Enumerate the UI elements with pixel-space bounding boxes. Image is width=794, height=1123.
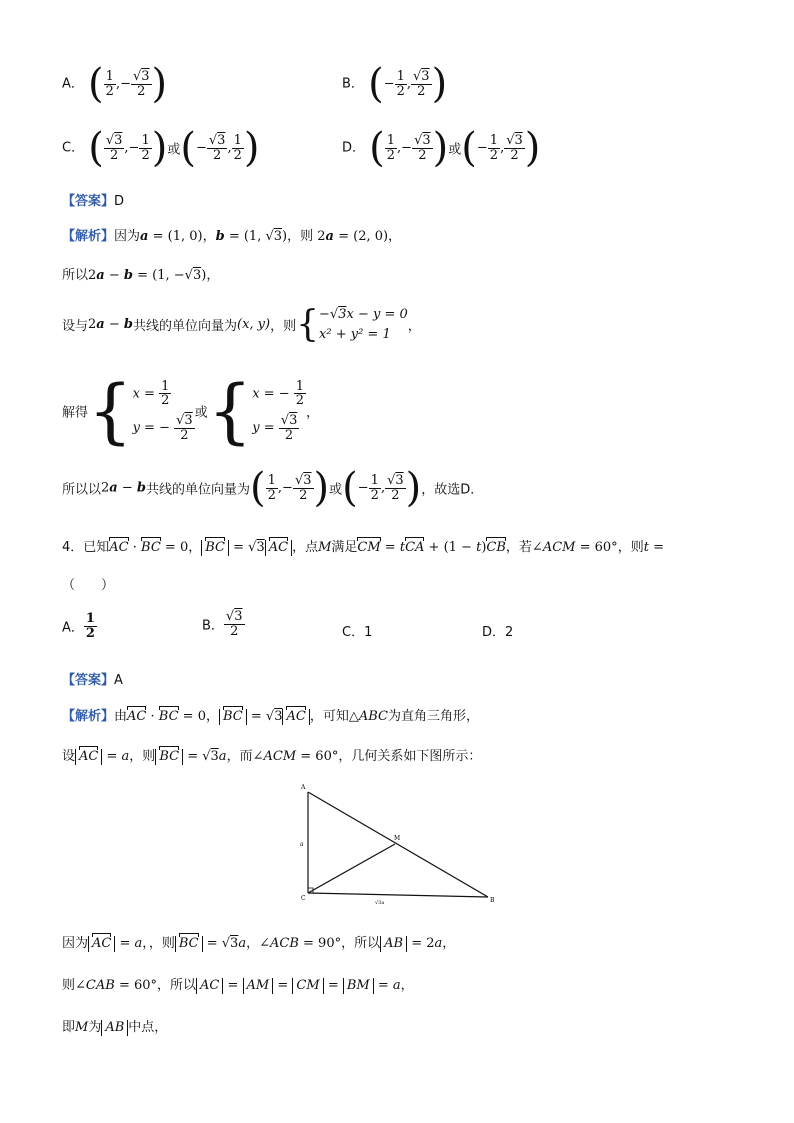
option-c: C． ( $\frac{√3}{2}$ ,− $\frac{1}{2}$ )或(− $\frac{√3}{2}$ , $\frac{1}{2}$ ) (62, 125, 260, 171)
label-c-point: C (301, 895, 306, 902)
q4-option-d: D．2 (482, 625, 514, 640)
or-text: 或 (167, 142, 181, 158)
analysis4-line-2: 设 AC = a，则 BC = √3a，而∠ACM = 60°，几何关系如下图所示： (62, 749, 482, 764)
analysis-tag: 【解析】 (62, 229, 115, 244)
segment-cm (308, 844, 395, 893)
q4-option-a: A． $\frac{1}{2}$ (62, 611, 95, 641)
analysis4-line-1: 【解析】由AC · BC = 0， BC = √3 AC ，可知△ABC为直角三角形， (62, 709, 479, 724)
analysis-tag: 【解析】 (62, 709, 115, 724)
label-side-root3a: √3a (375, 900, 385, 906)
side-cb (308, 893, 488, 897)
analysis-line-3: 设与2a − b共线的单位向量为(x, y)，则{ −√3x − y = 0 x² + y² = 1 ， (62, 304, 421, 345)
option-b: B． (− $\frac{1}{2}$ , $\frac{√3}{2}$ ) (342, 61, 448, 107)
q4-option-c: C．1 (342, 625, 373, 640)
side-ab (308, 792, 488, 897)
analysis4-line-3: 因为 AC = a，，则 BC = √3a，∠ACB = 90°，所以 AB = 2a， (62, 936, 456, 951)
triangle-figure (290, 780, 510, 910)
answer-value: D (114, 194, 125, 209)
analysis-line-2: 所以2a − b = (1, −√3)， (62, 268, 220, 283)
option-b-label: B． (342, 76, 364, 92)
q4-option-b: B． $\frac{√3}{2}$ (202, 609, 243, 639)
analysis-line-4: 解得{ x = $\frac{1}{2}$ y = − $\frac{√3}{2}$ 或{ x = − $\frac{1}{2}$ y = $\frac{√3}{2}$ ， (62, 370, 320, 452)
label-a-point: A (301, 784, 306, 791)
label-side-a: a (300, 841, 304, 848)
option-c-label: C． (62, 140, 85, 156)
label-m-point: M (394, 835, 401, 842)
question-4-blank: （ ） (62, 578, 115, 593)
or-text: 或 (448, 142, 462, 158)
answer-tag: 【答案】 (62, 673, 115, 688)
option-a: A． ( $\frac{1}{2}$ ,− $\frac{√3}{2}$ ) (62, 61, 168, 107)
analysis4-line-4: 则∠CAB = 60°，所以 AC = AM = CM = BM = a， (62, 978, 414, 993)
answer-line-4 (62, 669, 123, 688)
option-a-label: A． (62, 76, 84, 92)
analysis-line-1: 【解析】因为a = (1, 0)，b = (1, √3)，则 2a = (2, 0)， (62, 229, 402, 244)
question-4: 4．已知AC · BC = 0， BC = √3 AC ，点M满足CM = tCA + (1 − t)CB，若∠ACM = 60°，则t = (62, 540, 664, 555)
option-d-label: D． (342, 140, 366, 156)
answer-tag: 【答案】 (62, 194, 115, 209)
label-b-point: B (490, 897, 495, 904)
option-d: D． ( $\frac{1}{2}$ ,− $\frac{√3}{2}$ )或(− $\frac{1}{2}$ , $\frac{√3}{2}$ ) (342, 125, 541, 171)
answer-value: A (114, 673, 123, 688)
analysis-line-5: 所以以2a − b共线的单位向量为( $\frac{1}{2}$ ,− $\frac{√3}{2}$ )或(− $\frac{1}{2}$ , $\frac{√3}{2}$ )，故选D． (62, 465, 484, 511)
analysis4-line-5: 即M为 AB 中点， (62, 1020, 168, 1035)
answer-line (62, 190, 124, 209)
